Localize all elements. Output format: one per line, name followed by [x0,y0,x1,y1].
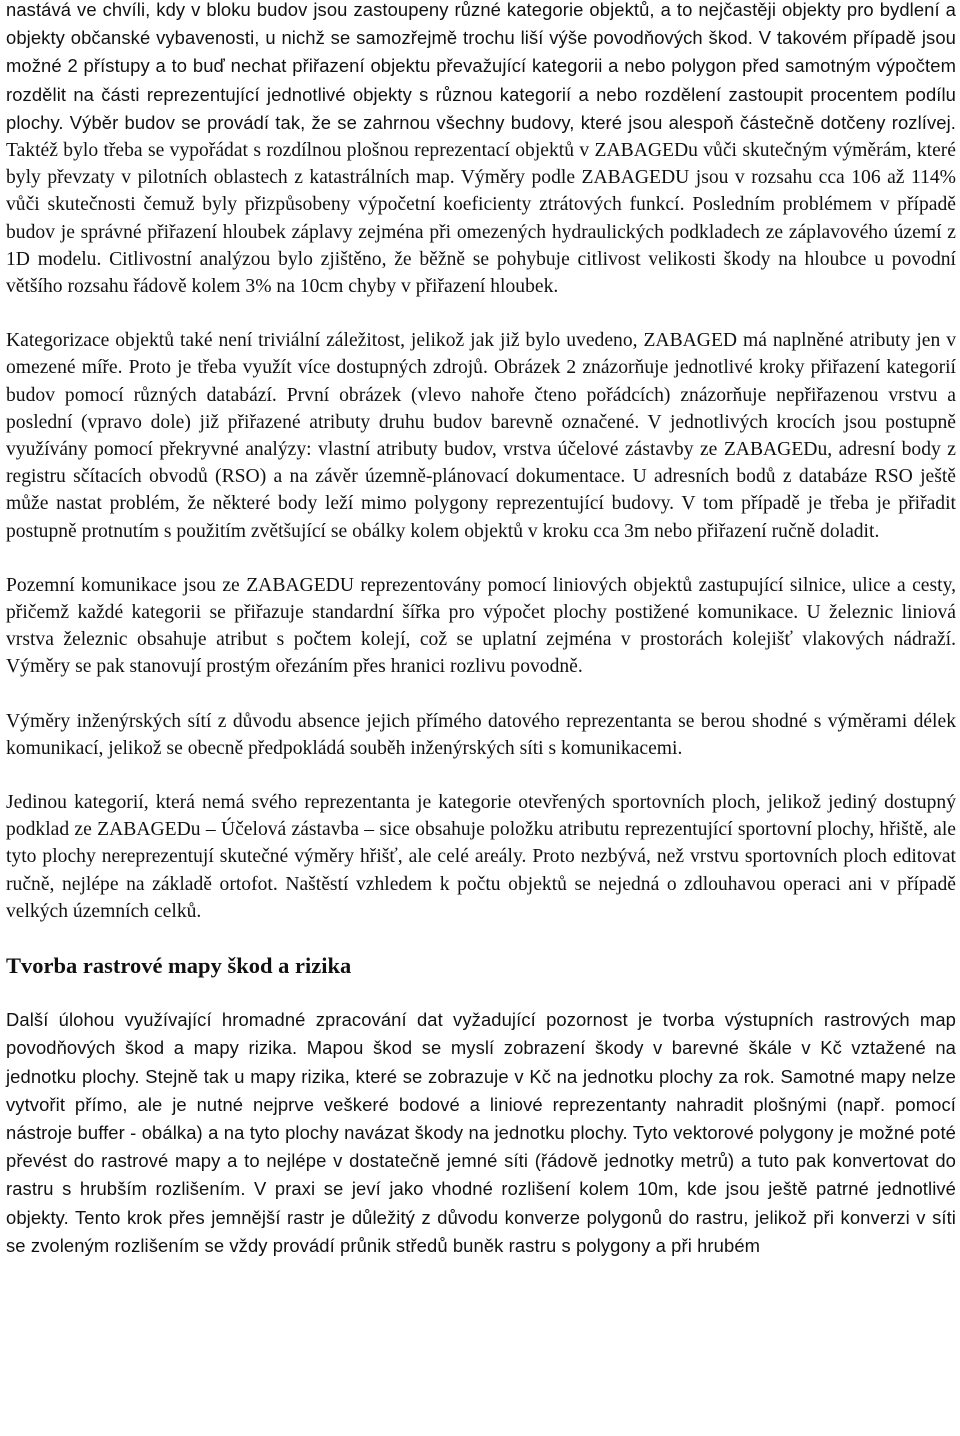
paragraph-6 [6,1006,956,1260]
paragraph-3-run-1: Pozemní komunikace jsou ze ZABAGEDU reprezentovány pomocí liniových objektů zastupující silnice, ulice a cesty, přičemž každé kategorii se přiřazuje standardní šířka pro výpočet plochy postižené komunikace. U železnic liniová vrstva železnic obsahuje atribut s počtem kolejí, což se uplatní zejména v prostorách kolejišť vlakových nádraží. Výměry se pak stanovují prostým ořezáním přes hranici rozlivu povodně. [6,574,956,678]
paragraph-4-run-1: Výměry inženýrských sítí z důvodu absence jejich přímého datového reprezentanta se berou shodné s výměrami délek komunikací, jelikož se obecně předpokládá souběh inženýrských síti s komunikacemi. [6,710,956,759]
paragraph-5 [6,789,956,925]
paragraph-3 [6,572,956,681]
paragraph-2-run-1: Kategorizace objektů také není triviální záležitost, jelikož jak již bylo uvedeno, ZABAGED má naplněné atributy jen v omezené míře. Proto je třeba využít více dostupných zdrojů. Obrázek 2 znázorňuje jednotlivé kroky přiřazení kategorií budov pomocí různých databází. První obrázek (vlevo nahoře čteno pořádcích) znázorňuje nepřiřazenou vrstvu a poslední (vpravo dole) již přiřazené atributy druhu budov barevně označené. V jednotlivých krocích jsou postupně využívány pomocí překryvné analýzy: vlastní atributy budov, vrstva účelové zástavby ze ZABAGEDu, adresní body z registru sčítacích obvodů (RSO) a na závěr územně-plánovací dokumentace. U adresních bodů z databáze RSO ještě může nastat problém, že některé body leží mimo polygony reprezentující budovy. V tom případě je třeba je přiřadit postupně protnutím s použitím zvětšující se obálky kolem objektů v kroku cca 3m nebo přiřazení ručně doladit. [6,330,956,542]
paragraph-5-run-1: Jedinou kategorií, která nemá svého reprezentanta je kategorie otevřených sportovních ploch, jelikož jediný dostupný podklad ze ZABAGEDu – Účelová zástavba – sice obsahuje položku atributu reprezentující sportovní plochy, hřiště, ale tyto plochy nereprezentují skutečné výměry hřišť, ale celé areály. Proto nezbývá, než vrstvu sportovních ploch editovat ručně, nejlépe na základě ortofot. Naštěstí vzhledem k počtu objektů se nejedná o zdlouhavou operaci ani v případě velkých územních celků. [6,792,956,922]
paragraph-1-run-3: Taktéž bylo třeba se vypořádat s rozdílnou plošnou reprezentací objektů v ZABAGEDu vůči skutečným výměrám, které byly převzaty v pilotních oblastech z katastrálních map. Výměry podle ZABAGEDU jsou v rozsahu cca 106 až 114% vůči skutečnosti čemuž byly přizpůsobeny výpočetní koeficienty ztrátových funkcí. Posledním problémem v případě budov je správné přiřazení hloubek záplavy zejména při omezených hydraulických podkladech ze záplavového území z 1D modelu. Citlivostní analýzou bylo zjištěno, že běžně se pohybuje citlivost velikosti škody na hloubce u povodní většího rozsahu řádově kolem 3% na 10cm chyby v přiřazení hloubek. [6,140,956,298]
paragraph-1 [6,0,956,300]
section-heading: Tvorba rastrové mapy škod a rizika [6,953,352,979]
paragraph-6-run-1: Další úlohou využívající hromadné zpracování dat vyžadující pozornost je tvorba výstupních rastrových map povodňových škod a mapy rizika. Mapou škod se myslí zobrazení škody v barevné škále v Kč vztažené na jednotku plochy. Stejně tak u mapy rizika, které se zobrazuje v Kč na jednotku plochy za rok. Samotné mapy nelze vytvořit přímo, ale je nutné nejprve veškeré bodové a liniové reprezentanty nahradit plošnými (např. pomocí nástroje buffer - obálka) a na tyto plochy navázat škody na jednotku plochy. Tyto vektorové polygony je možné poté převést do rastrové mapy a to nejlépe v dostatečně jemné síti (řádově jednotky metrů) a tuto pak konvertovat do rastru s hrubším rozlišením. V praxi se jeví jako vhodné rozlišení kolem 10m, kde jsou ještě patrné jednotlivé objekty. Tento krok přes jemnější rastr je důležitý z důvodu konverze polygonů do rastru, jelikož při konverzi v síti se zvoleným rozlišením se vždy provádí průnik středů buněk rastru s polygony a při hrubém [6,1009,956,1256]
paragraph-4 [6,708,956,762]
paragraph-1-run-2: V takovém případě jsou možné 2 přístupy a to buď nechat přiřazení objektu převažující kategorii a nebo polygon před samotným výpočtem rozdělit na části reprezentující jednotlivé objekty s různou kategorií a nebo rozdělení zastoupit procentem podílu plochy. Výběr budov se provádí tak, že se zahrnou všechny budovy, které jsou alespoň částečně dotčeny rozlívej. [6,27,956,133]
paragraph-2 [6,327,956,545]
paragraph-1-run-1: nastává ve chvíli, kdy v bloku budov jsou zastoupeny různé kategorie objektů, a to nejčastěji objekty pro bydlení a objekty občanské vybavenosti, u nichž se samozřejmě trochu liší výše povodňových škod. [6,0,956,49]
document-page [6,0,956,1287]
